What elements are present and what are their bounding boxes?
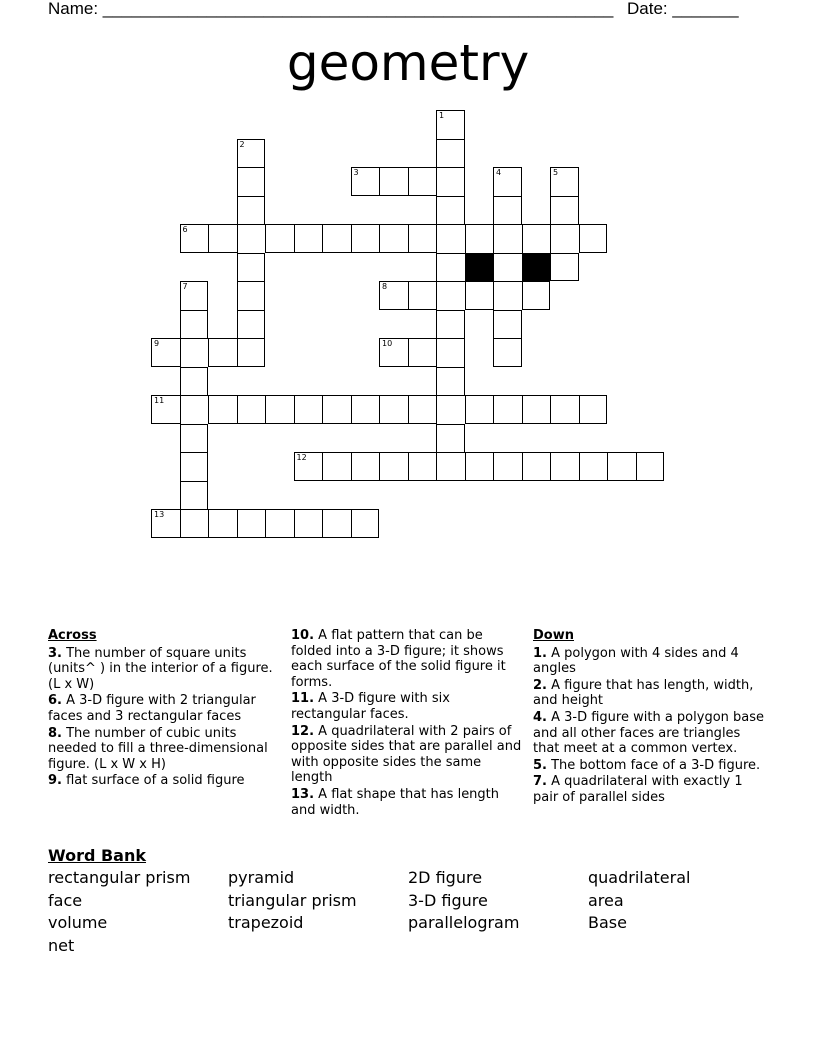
crossword-cell[interactable] <box>237 509 266 538</box>
clue-number: 6. <box>48 693 62 709</box>
crossword-cell[interactable] <box>408 224 437 253</box>
crossword-cell[interactable] <box>522 395 551 424</box>
crossword-cell[interactable] <box>322 452 351 481</box>
crossword-cell[interactable] <box>408 338 437 367</box>
word-bank-item: 2D figure <box>408 868 483 887</box>
across-clue <box>48 773 284 789</box>
crossword-cell[interactable] <box>379 452 408 481</box>
crossword-cell[interactable] <box>465 452 494 481</box>
clue-number: 7 <box>182 282 188 291</box>
crossword-cell[interactable] <box>493 338 522 367</box>
crossword-cell[interactable] <box>180 224 209 253</box>
crossword-cell[interactable] <box>579 224 608 253</box>
across-clue <box>48 646 284 693</box>
across-clue-list <box>48 646 284 789</box>
crossword-cell[interactable] <box>465 281 494 310</box>
crossword-cell[interactable] <box>493 395 522 424</box>
crossword-cell[interactable] <box>322 224 351 253</box>
across-clue <box>48 726 284 773</box>
crossword-cell[interactable] <box>493 452 522 481</box>
crossword-cell[interactable] <box>351 167 380 196</box>
crossword-cell[interactable] <box>237 196 266 225</box>
crossword-cell[interactable] <box>237 253 266 282</box>
word-bank-item: rectangular prism <box>48 868 191 887</box>
across-clues-column-2 <box>291 628 523 819</box>
crossword-cell[interactable] <box>208 395 237 424</box>
crossword-cell[interactable] <box>550 253 579 282</box>
clue-text: A flat shape that has length and width. <box>291 786 500 818</box>
crossword-cell[interactable] <box>436 452 465 481</box>
crossword-cell[interactable] <box>436 196 465 225</box>
crossword-cell[interactable] <box>379 224 408 253</box>
word-bank-item: triangular prism <box>228 890 357 910</box>
crossword-cell[interactable] <box>265 224 294 253</box>
crossword-cell[interactable] <box>151 509 180 538</box>
crossword-cell[interactable] <box>151 395 180 424</box>
crossword-cell[interactable] <box>180 452 209 481</box>
crossword-cell[interactable] <box>493 281 522 310</box>
clue-number: 4. <box>533 709 547 725</box>
clue-number: 11. <box>291 691 315 707</box>
clue-text: A quadrilateral with exactly 1 pair of parallel sides <box>533 774 743 805</box>
clue-number: 13 <box>154 510 165 519</box>
clue-text: The number of cubic units needed to fill a three-dimensional figure. (L x W x H) <box>48 725 268 772</box>
crossword-cell[interactable] <box>294 395 323 424</box>
crossword-cell[interactable] <box>493 310 522 339</box>
crossword-black-cell <box>522 253 551 282</box>
crossword-cell[interactable] <box>436 395 465 424</box>
crossword-cell[interactable] <box>180 310 209 339</box>
word-bank-item: area <box>588 890 624 910</box>
down-clue <box>533 758 765 774</box>
crossword-black-cell <box>465 253 494 282</box>
crossword-cell[interactable] <box>408 452 437 481</box>
crossword-cell[interactable] <box>180 481 209 510</box>
word-bank-item: face <box>48 890 83 910</box>
crossword-cell[interactable] <box>579 395 608 424</box>
across-clue <box>291 628 523 690</box>
down-clue <box>533 774 765 805</box>
crossword-cell[interactable] <box>379 167 408 196</box>
clue-number: 8. <box>48 725 62 741</box>
word-bank-item: quadrilateral <box>588 868 691 887</box>
clue-text: A flat pattern that can be folded into a 3-D figure; it shows each surface of the solid figure it forms. <box>291 628 506 690</box>
clue-number: 1 <box>439 111 445 120</box>
crossword-cell[interactable] <box>237 139 266 168</box>
crossword-cell[interactable] <box>208 338 237 367</box>
clue-number: 10. <box>291 628 315 643</box>
crossword-cell[interactable] <box>322 395 351 424</box>
down-clues-column <box>533 628 765 807</box>
crossword-cell[interactable] <box>180 509 209 538</box>
clue-number: 3. <box>48 645 62 661</box>
across-clue <box>48 693 284 724</box>
crossword-cell[interactable] <box>408 281 437 310</box>
word-bank-list <box>48 867 788 958</box>
crossword-cell[interactable] <box>550 224 579 253</box>
clue-number: 7. <box>533 774 547 790</box>
crossword-cell[interactable] <box>237 281 266 310</box>
across-clue <box>291 787 523 818</box>
word-bank-item: net <box>48 936 75 956</box>
crossword-cell[interactable] <box>151 338 180 367</box>
clue-text: A 3-D figure with a polygon base and all other faces are triangles that meet at a common vertex. <box>533 709 765 757</box>
crossword-cell[interactable] <box>636 452 665 481</box>
crossword-cell[interactable] <box>208 509 237 538</box>
crossword-cell[interactable] <box>436 281 465 310</box>
down-heading: Down <box>533 628 574 643</box>
clue-number: 9 <box>154 339 160 348</box>
crossword-cell[interactable] <box>180 338 209 367</box>
crossword-cell[interactable] <box>493 167 522 196</box>
crossword-cell[interactable] <box>294 224 323 253</box>
clue-number: 13. <box>291 786 315 802</box>
clue-text: A polygon with 4 sides and 4 angles <box>533 645 739 677</box>
crossword-cell[interactable] <box>607 452 636 481</box>
clue-number: 4 <box>496 168 502 177</box>
word-bank <box>48 846 788 958</box>
crossword-cell[interactable] <box>237 338 266 367</box>
down-clue <box>533 646 765 677</box>
clue-number: 11 <box>154 396 165 405</box>
crossword-cell[interactable] <box>408 395 437 424</box>
crossword-cell[interactable] <box>351 395 380 424</box>
crossword-cell[interactable] <box>322 509 351 538</box>
crossword-cell[interactable] <box>180 367 209 396</box>
across-clue <box>291 724 523 786</box>
crossword-cell[interactable] <box>522 224 551 253</box>
crossword-cell[interactable] <box>351 509 380 538</box>
crossword-cell[interactable] <box>465 395 494 424</box>
crossword-cell[interactable] <box>237 224 266 253</box>
clue-number: 10 <box>382 339 393 348</box>
crossword-cell[interactable] <box>379 395 408 424</box>
word-bank-item: Base <box>588 913 627 933</box>
crossword-cell[interactable] <box>436 367 465 396</box>
word-bank-item: pyramid <box>228 868 295 887</box>
crossword-cell[interactable] <box>436 139 465 168</box>
clue-number: 12 <box>296 453 307 462</box>
crossword-cell[interactable] <box>208 224 237 253</box>
crossword-cell[interactable] <box>237 167 266 196</box>
clue-text: A figure that has length, width, and height <box>533 677 754 709</box>
crossword-cell[interactable] <box>579 452 608 481</box>
crossword-cell[interactable] <box>265 395 294 424</box>
clue-text: The number of square units (units^ ) in the interior of a figure. (L x W) <box>48 645 273 692</box>
clue-number: 2. <box>533 677 547 693</box>
crossword-cell[interactable] <box>294 452 323 481</box>
clue-text: A quadrilateral with 2 pairs of opposite sides that are parallel and with opposite sides the same length <box>291 723 522 786</box>
crossword-cell[interactable] <box>379 338 408 367</box>
crossword-cell[interactable] <box>493 224 522 253</box>
crossword-cell[interactable] <box>522 281 551 310</box>
clue-number: 2 <box>239 139 245 149</box>
crossword-cell[interactable] <box>351 224 380 253</box>
clue-number: 12. <box>291 723 315 739</box>
clue-number: 6 <box>182 225 188 234</box>
down-clue <box>533 710 765 757</box>
crossword-cell[interactable] <box>436 253 465 282</box>
clue-number: 5. <box>533 757 547 773</box>
crossword-cell[interactable] <box>550 395 579 424</box>
crossword-cell[interactable] <box>436 338 465 367</box>
down-clue <box>533 678 765 709</box>
puzzle-title: geometry <box>286 34 530 92</box>
crossword-cell[interactable] <box>550 196 579 225</box>
crossword-cell[interactable] <box>408 167 437 196</box>
crossword-cell[interactable] <box>379 281 408 310</box>
crossword-cell[interactable] <box>237 310 266 339</box>
word-bank-item: 3-D figure <box>408 890 488 910</box>
crossword-cell[interactable] <box>493 253 522 282</box>
crossword-cell[interactable] <box>180 424 209 453</box>
crossword-cell[interactable] <box>351 452 380 481</box>
clue-text: A 3-D figure with six rectangular faces. <box>291 691 450 722</box>
across-heading: Across <box>48 628 97 643</box>
across-clue <box>291 691 523 722</box>
crossword-cell[interactable] <box>522 452 551 481</box>
crossword-cell[interactable] <box>436 167 465 196</box>
clue-number: 1. <box>533 645 547 661</box>
crossword-cell[interactable] <box>436 310 465 339</box>
crossword-cell[interactable] <box>237 395 266 424</box>
word-bank-item: trapezoid <box>228 913 304 933</box>
word-bank-item: parallelogram <box>408 913 520 933</box>
clue-text: flat surface of a solid figure <box>61 773 245 789</box>
crossword-cell[interactable] <box>550 452 579 481</box>
clue-number: 9. <box>48 773 62 789</box>
crossword-cell[interactable] <box>294 509 323 538</box>
crossword-cell[interactable] <box>436 424 465 453</box>
clue-number: 3 <box>353 168 359 177</box>
crossword-cell[interactable] <box>465 224 494 253</box>
clue-text: The bottom face of a 3-D figure. <box>546 757 761 773</box>
crossword-cell[interactable] <box>265 509 294 538</box>
word-bank-title: Word Bank <box>48 846 147 865</box>
crossword-cell[interactable] <box>493 196 522 225</box>
down-clue-list <box>533 646 765 806</box>
clue-number: 5 <box>553 168 559 177</box>
clue-text: A 3-D figure with 2 triangular faces and 3 rectangular faces <box>48 693 256 724</box>
across-clue-list-continued <box>291 628 523 818</box>
crossword-cell[interactable] <box>550 167 579 196</box>
word-bank-item: volume <box>48 913 108 933</box>
across-clues-column-1 <box>48 628 284 790</box>
crossword-cell[interactable] <box>436 224 465 253</box>
crossword-cell[interactable] <box>436 110 465 139</box>
crossword-cell[interactable] <box>180 281 209 310</box>
name-field: Name: ______________________________________________________ <box>48 0 614 18</box>
date-field: Date: _______ <box>627 0 739 18</box>
clue-number: 8 <box>382 282 388 291</box>
crossword-cell[interactable] <box>180 395 209 424</box>
